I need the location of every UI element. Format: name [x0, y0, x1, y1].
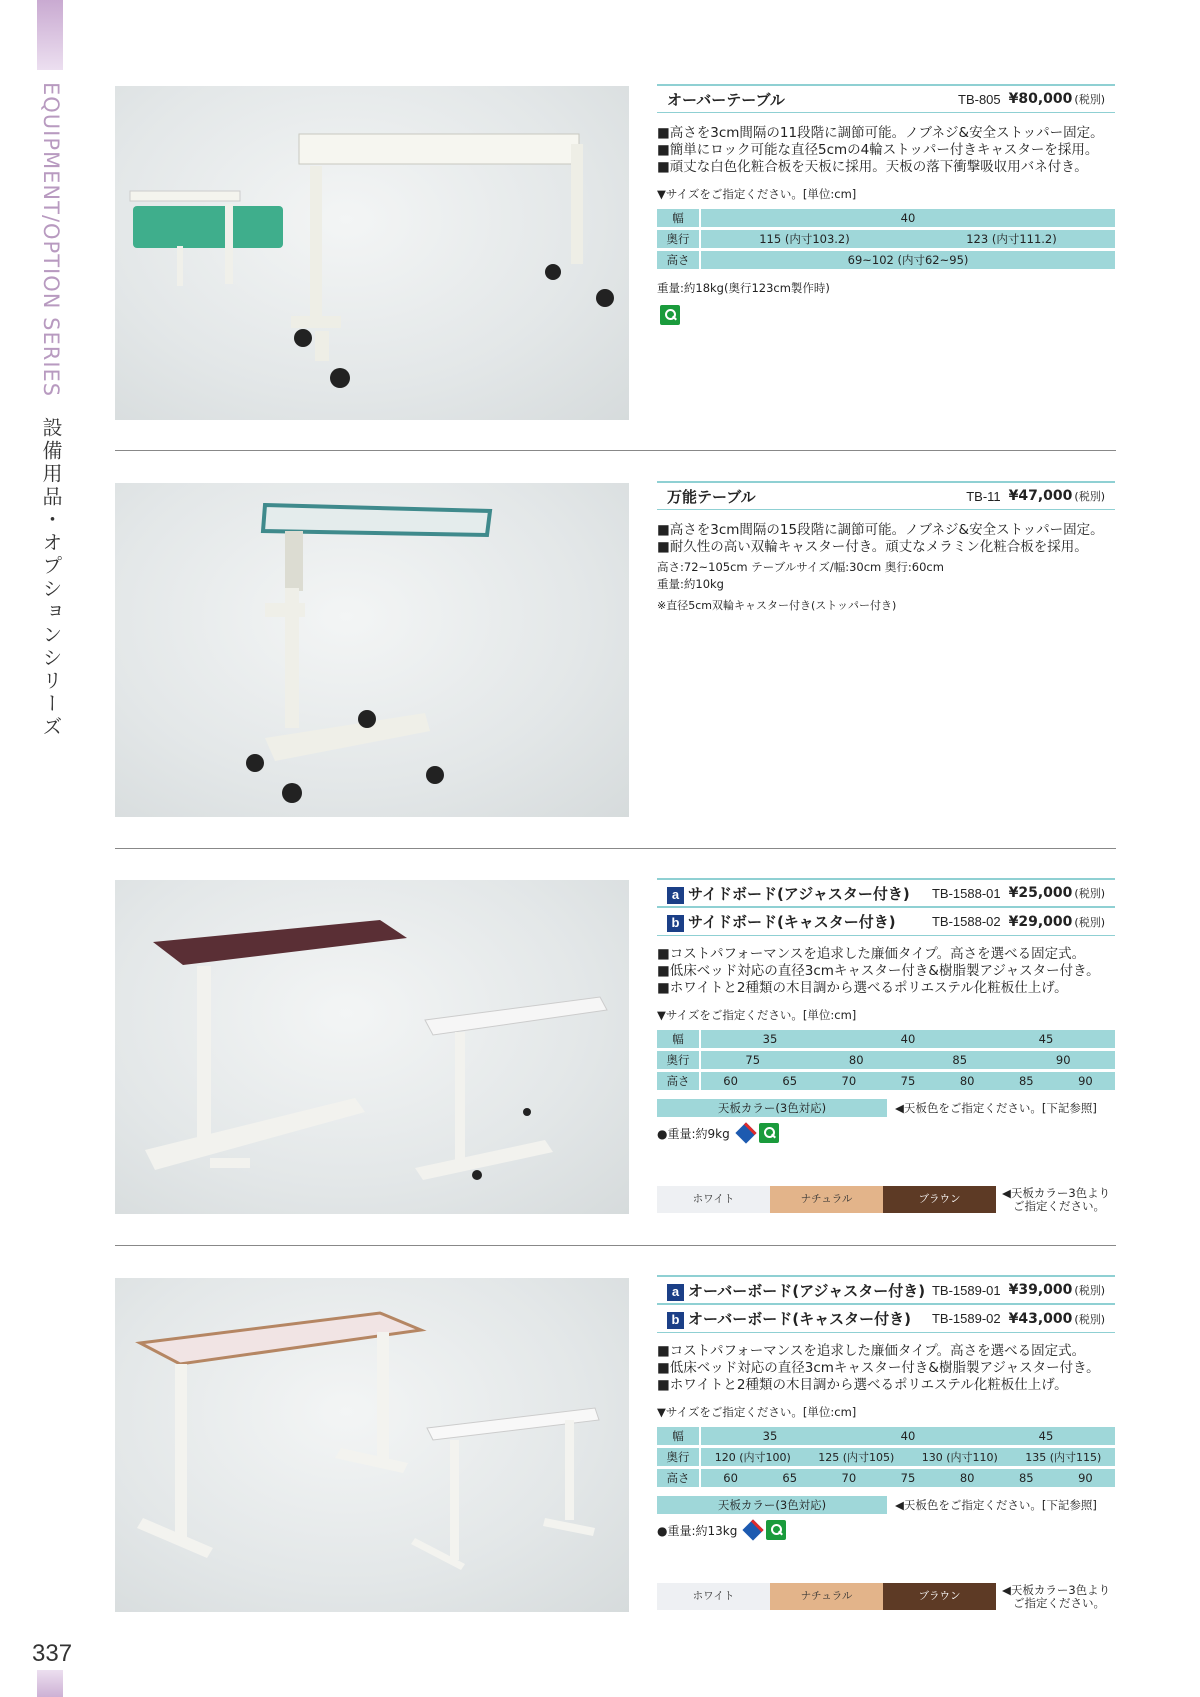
- color-note: ◀天板色をご指定ください。[下記参照]: [895, 1101, 1097, 1115]
- product-photo-universal-table: [115, 483, 629, 817]
- color-swatches: [657, 1583, 1110, 1610]
- magnifier-icon: [660, 305, 680, 325]
- swatch-white: ホワイト: [657, 1583, 770, 1610]
- spec-table: [657, 1027, 1115, 1093]
- feature-item: ■コストパフォーマンスを追求した廉価タイプ。高さを選べる固定式。: [657, 946, 1086, 962]
- table-cell: 35: [762, 1032, 778, 1046]
- table-cell: 85: [1018, 1074, 1034, 1088]
- swatch-note: [1002, 1584, 1110, 1610]
- table-cell: 123 (内寸111.2): [966, 232, 1057, 246]
- row-label: 奥行: [657, 1051, 701, 1069]
- table-cell: 75: [900, 1074, 916, 1088]
- tax-note: (税別): [1074, 915, 1105, 929]
- feature-list: [657, 522, 1115, 556]
- color-label: 天板カラー(3色対応): [657, 1099, 887, 1117]
- table-cell: 45: [1038, 1032, 1054, 1046]
- product-price: ¥25,000: [1008, 885, 1073, 901]
- swatch-brown: ブラウン: [883, 1186, 996, 1213]
- icon-row: [657, 305, 1115, 329]
- swatch-brown: ブラウン: [883, 1583, 996, 1610]
- weight-note: 重量:約18kg(奥行123cm製作時): [657, 281, 830, 295]
- product-name: [667, 1280, 932, 1301]
- product-price: ¥43,000: [1008, 1310, 1073, 1327]
- section-divider: [115, 1245, 1116, 1246]
- table-cell-group: [701, 1448, 1115, 1466]
- table-row: [657, 1448, 1115, 1466]
- row-label: 幅: [657, 209, 701, 227]
- table-row: [657, 1072, 1115, 1090]
- side-title-jp: 設備用品・オプションシリーズ: [39, 416, 63, 739]
- product-name: オーバーテーブル: [667, 90, 785, 109]
- side-title-en: EQUIPMENT/OPTION SERIES: [39, 82, 63, 398]
- product-price: ¥80,000: [1008, 91, 1073, 107]
- table-row: [657, 230, 1115, 248]
- row-label: 幅: [657, 1427, 701, 1445]
- color-note: ◀天板色をご指定ください。[下記参照]: [895, 1498, 1097, 1512]
- table-row: [657, 209, 1115, 227]
- table-cell-group: [701, 1072, 1115, 1090]
- product-code: TB-1588-01: [931, 885, 1001, 901]
- variant-tag: b: [667, 915, 684, 932]
- table-cell: 135 (内寸115): [1025, 1451, 1102, 1464]
- table-cell-group: [701, 1030, 1115, 1048]
- color-label: 天板カラー(3色対応): [657, 1496, 887, 1514]
- variant-name: オーバーボード(キャスター付き): [688, 1310, 911, 1328]
- table-row: [657, 251, 1115, 269]
- variant-tag: a: [667, 1284, 684, 1301]
- table-cell-group: [701, 230, 1115, 248]
- table-cell: 75: [745, 1053, 761, 1067]
- variant-tag: a: [667, 887, 684, 904]
- weight-note: ●重量:約9kg: [657, 1126, 730, 1141]
- row-label: 奥行: [657, 1448, 701, 1466]
- swatch-natural: ナチュラル: [770, 1583, 883, 1610]
- swatch-natural: ナチュラル: [770, 1186, 883, 1213]
- row-label: 高さ: [657, 251, 701, 269]
- size-note: ▼サイズをご指定ください。[単位:cm]: [657, 1008, 857, 1022]
- table-cell-group: [701, 1051, 1115, 1069]
- product-info-over-table: [657, 84, 1115, 329]
- table-cell: 60: [723, 1471, 738, 1485]
- table-cell-group: [701, 1469, 1115, 1487]
- table-cell: 45: [1038, 1429, 1054, 1443]
- product-header: [657, 84, 1115, 113]
- product-price: ¥39,000: [1008, 1282, 1073, 1298]
- table-cell: 80: [959, 1471, 975, 1485]
- variant-name: サイドボード(アジャスター付き): [688, 884, 910, 903]
- row-label: 奥行: [657, 230, 701, 248]
- feature-item: ■低床ベッド対応の直径3cmキャスター付き&樹脂製アジャスター付き。: [657, 1360, 1100, 1376]
- row-label: 幅: [657, 1030, 701, 1048]
- page-number: 337: [32, 1640, 73, 1667]
- table-cell: 80: [959, 1074, 975, 1088]
- product-price: ¥47,000: [1008, 488, 1073, 504]
- table-cell: 65: [782, 1471, 798, 1485]
- weight-row: [657, 1123, 1115, 1143]
- table-cell: 120 (内寸100): [714, 1451, 791, 1464]
- product-name: [667, 911, 932, 932]
- product-name: 万能テーブル: [667, 487, 756, 506]
- feature-list: [657, 1343, 1115, 1394]
- product-photo-over-table: [115, 86, 629, 420]
- weight-row: [657, 1520, 1115, 1540]
- feature-list: [657, 946, 1115, 997]
- side-band-bottom: [37, 1670, 63, 1697]
- feature-item: ■コストパフォーマンスを追求した廉価タイプ。高さを選べる固定式。: [657, 1343, 1086, 1359]
- side-band-top: [37, 0, 63, 70]
- swatch-note-line: ご指定ください。: [1013, 1595, 1105, 1610]
- table-cell: 75: [900, 1471, 916, 1485]
- product-name: [667, 1308, 932, 1329]
- feature-item: ■ホワイトと2種類の木目調から選べるポリエステル化粧板仕上げ。: [657, 1377, 1068, 1393]
- table-row: [657, 1427, 1115, 1445]
- table-cell: 65: [782, 1074, 798, 1088]
- swatch-note-line: ◀天板カラー3色より: [1002, 1185, 1111, 1200]
- tax-note: (税別): [1074, 887, 1105, 900]
- feature-item: ■高さを3cm間隔の15段階に調節可能。ノブネジ&安全ストッパー固定。: [657, 522, 1104, 538]
- box-icon: [735, 1122, 756, 1143]
- product-code: TB-1589-02: [931, 1311, 1001, 1326]
- section-divider: [115, 450, 1116, 451]
- row-label: 高さ: [657, 1072, 701, 1090]
- swatch-note-line: ◀天板カラー3色より: [1002, 1582, 1111, 1597]
- swatch-white: ホワイト: [657, 1186, 770, 1213]
- product-code: TB-11: [966, 488, 1001, 504]
- product-price: ¥29,000: [1008, 913, 1073, 930]
- variant-name: サイドボード(キャスター付き): [688, 913, 896, 931]
- box-icon: [743, 1519, 764, 1540]
- magnifier-icon: [766, 1520, 786, 1540]
- caster-note: ※直径5cm双輪キャスター付き(ストッパー付き): [657, 599, 897, 612]
- weight-note: 重量:約10kg: [657, 577, 724, 591]
- table-cell: 40: [900, 1429, 916, 1443]
- section-divider: [115, 848, 1116, 849]
- product-code: TB-805: [958, 91, 1001, 107]
- tax-note: (税別): [1074, 490, 1105, 503]
- table-cell: 70: [841, 1074, 857, 1088]
- spec-line: 高さ:72~105cm テーブルサイズ/幅:30cm 奥行:60cm: [657, 560, 944, 574]
- side-title: [36, 82, 66, 739]
- product-code: TB-1588-02: [931, 914, 1001, 929]
- table-cell: 35: [762, 1429, 778, 1443]
- feature-list: [657, 125, 1115, 176]
- product-info-over-board: [657, 1275, 1115, 1540]
- table-cell-group: [701, 1427, 1115, 1445]
- table-cell: 90: [1078, 1471, 1093, 1485]
- table-cell: 90: [1055, 1053, 1071, 1067]
- color-row: [657, 1099, 1115, 1117]
- feature-item: ■耐久性の高い双輪キャスター付き。頑丈なメラミン化粧合板を採用。: [657, 539, 1088, 555]
- product-info-side-board: [657, 878, 1115, 1143]
- feature-item: ■高さを3cm間隔の11段階に調節可能。ノブネジ&安全ストッパー固定。: [657, 125, 1104, 141]
- table-cell: 115 (内寸103.2): [759, 232, 850, 246]
- tax-note: (税別): [1074, 1284, 1105, 1297]
- color-row: [657, 1496, 1115, 1514]
- table-row: [657, 1030, 1115, 1048]
- variant-a-header: [657, 1275, 1115, 1304]
- variant-b-header: [657, 1304, 1115, 1333]
- spec-table: [657, 1424, 1115, 1490]
- feature-item: ■ホワイトと2種類の木目調から選べるポリエステル化粧板仕上げ。: [657, 980, 1068, 996]
- variant-a-header: [657, 878, 1115, 907]
- table-cell: 85: [1018, 1471, 1034, 1485]
- size-note: ▼サイズをご指定ください。[単位:cm]: [657, 1405, 857, 1419]
- table-row: [657, 1051, 1115, 1069]
- table-cell: 90: [1078, 1074, 1093, 1088]
- table-cell: 40: [701, 209, 1115, 227]
- product-header: [657, 481, 1115, 510]
- row-label: 高さ: [657, 1469, 701, 1487]
- product-code: TB-1589-01: [931, 1282, 1001, 1298]
- magnifier-icon: [759, 1123, 779, 1143]
- spec-table: [657, 206, 1115, 272]
- swatch-note: [1002, 1187, 1110, 1213]
- table-cell: 40: [900, 1032, 916, 1046]
- table-cell: 125 (内寸105): [818, 1451, 895, 1464]
- feature-item: ■頑丈な白色化粧合板を天板に採用。天板の落下衝撃吸収用バネ付き。: [657, 159, 1088, 175]
- table-row: [657, 1469, 1115, 1487]
- color-swatches: [657, 1186, 1110, 1213]
- product-photo-over-board: [115, 1278, 629, 1612]
- product-photo-side-board: [115, 880, 629, 1214]
- feature-item: ■簡単にロック可能な直径5cmの4輪ストッパー付きキャスターを採用。: [657, 142, 1099, 158]
- tax-note: (税別): [1074, 1312, 1105, 1326]
- product-name: [667, 883, 932, 904]
- feature-item: ■低床ベッド対応の直径3cmキャスター付き&樹脂製アジャスター付き。: [657, 963, 1100, 979]
- table-cell: 69~102 (内寸62~95): [701, 251, 1115, 269]
- table-cell: 60: [723, 1074, 738, 1088]
- product-info-universal-table: [657, 481, 1115, 614]
- table-cell: 130 (内寸110): [921, 1451, 998, 1464]
- swatch-note-line: ご指定ください。: [1013, 1198, 1105, 1213]
- size-note: ▼サイズをご指定ください。[単位:cm]: [657, 187, 857, 201]
- variant-name: オーバーボード(アジャスター付き): [688, 1281, 926, 1300]
- table-cell: 85: [952, 1053, 968, 1067]
- tax-note: (税別): [1074, 93, 1105, 106]
- table-cell: 70: [841, 1471, 857, 1485]
- variant-b-header: [657, 907, 1115, 936]
- weight-note: ●重量:約13kg: [657, 1523, 738, 1538]
- table-cell: 80: [848, 1053, 864, 1067]
- variant-tag: b: [667, 1312, 684, 1329]
